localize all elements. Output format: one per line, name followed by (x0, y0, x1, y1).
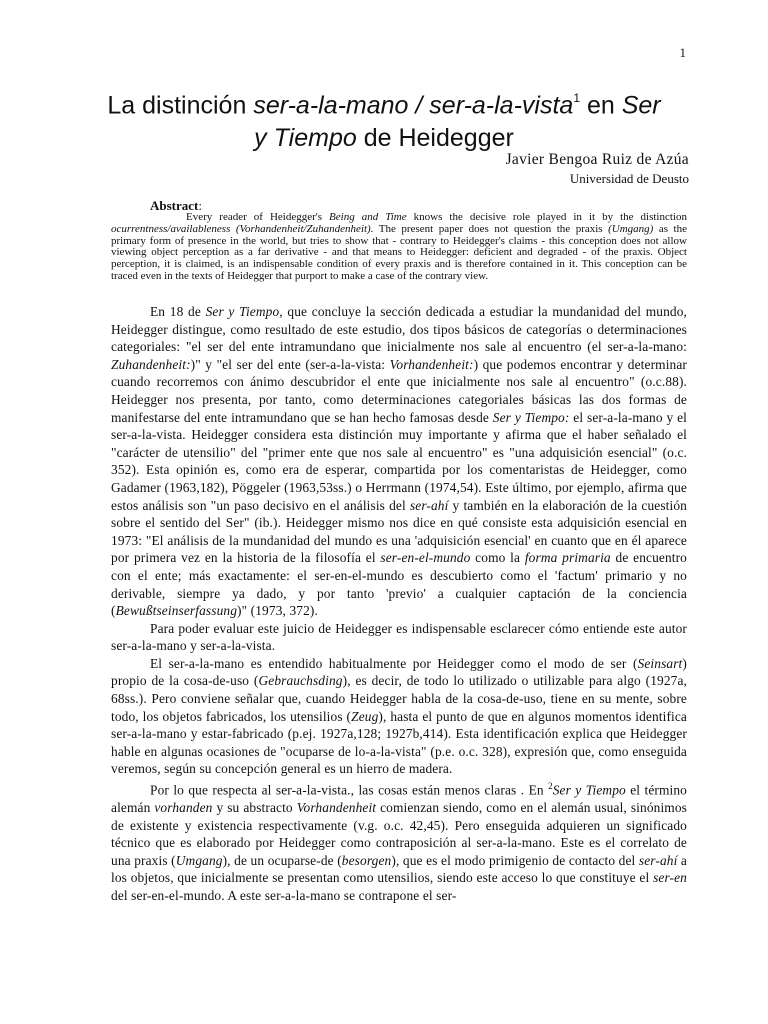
text-fragment: Ser y Tiempo, (205, 304, 283, 319)
text-fragment: ), de un ocuparse-de ( (222, 852, 342, 868)
text-fragment: besorgen (341, 852, 392, 868)
paragraph-3 (111, 655, 687, 778)
title-text: Ser (621, 91, 661, 120)
text-fragment: En 18 de (150, 304, 206, 319)
text-fragment: y también en la elaboración de la cuestión sobre el sentido del Ser" (ib.). Heidegger mismo nos dice en qué consiste esta adquisición esencial en 1973: "El análisis de la mundanidad del mundo es una 'adquisición esencial' en cuanto que en él aparece por primera vez en la historia de la filosofía el (111, 497, 687, 566)
text-fragment: a los objetos, que inicialmente se presentan como utensilios, siendo este acceso lo que constituye el (111, 852, 688, 886)
text-fragment: El ser-a-la-mano es entendido habitualmente por Heidegger como el modo de ser ( (150, 655, 638, 671)
abstract-fragment: ocurrentness/availableness (Vorhandenheit/Zuhandenheit). (111, 222, 374, 235)
footnote-ref[interactable]: 2 (548, 781, 553, 792)
text-fragment: ser-ahí (638, 852, 678, 868)
text-fragment: Seinsart (637, 655, 683, 671)
abstract-text (111, 212, 687, 283)
abstract-fragment: (Umgang) (608, 222, 654, 235)
text-fragment: como la (470, 550, 525, 566)
page-number: 1 (679, 45, 686, 60)
text-fragment: ) propio de la cosa-de-uso ( (111, 655, 687, 689)
text-fragment: Zuhandenheit: (111, 356, 191, 372)
text-fragment: que concluye la sección dedicada a estudiar la mundanidad del mundo, Heidegger distingue, como resultado de este estudio, dos tipos básicos de categorías o determinaciones categoriales: "el ser del ente intramundano que inicialmente nos sale al encuentro (el ser-a-la-mano: (111, 304, 687, 355)
text-fragment: ser-en (653, 870, 687, 886)
text-fragment: Umgang (175, 852, 223, 868)
text-fragment: comienzan siendo, como en el alemán usual, sinónimos de existente y existencia respectivamente (v.g. o.c. 42,45). Pero enseguida adquieren un significado técnico que es elaborado por Heidegger como contraposición al ser-a-la-mano. Este es el correlato de una praxis ( (111, 800, 687, 868)
text-fragment: vorhanden (154, 800, 213, 816)
text-fragment: ), hasta el punto de que en algunos momentos identifica ser-a-la-mano y estar-fabricado (p.ej. 1927a,128; 1927b,414). Esta identificación explica que Heidegger hable en algunas ocasiones de "ocuparse de lo-a-la-vista" (p.e. o.c. 328), expresión que, como enseguida veremos, según su concepción general es un hierro de madera. (111, 708, 687, 777)
text-fragment: ), que es el modo primigenio de contacto del (391, 852, 639, 868)
paragraph-1 (111, 303, 687, 620)
text-fragment: Vorhandenheit: (389, 356, 474, 372)
body-text (111, 303, 687, 905)
text-fragment: Ser y Tiempo (552, 782, 626, 798)
abstract-label: Abstract (150, 198, 199, 213)
title-text: La distinción (107, 91, 254, 120)
text-fragment: forma primaria (524, 550, 611, 566)
title-text: en (580, 91, 622, 120)
text-fragment: ) que podemos encontrar y determinar cuando recorremos con ánimo descubridor el ente que inicialmente nos sale al encuentro" (o.c.88). Heidegger nos presenta, por tanto, como determinaciones categoriales básicas las dos formas de manifestarse del ente intramundano que se han hecho famosas desde (111, 356, 687, 425)
author-affiliation: Universidad de Deusto (569, 171, 689, 186)
text-fragment: Zeug (351, 708, 379, 724)
author-name: Javier Bengoa Ruiz de Azúa (505, 151, 689, 168)
text-fragment: ser-ahí (409, 497, 449, 513)
text-fragment: el término alemán (111, 782, 687, 816)
footnote-ref[interactable]: 1 (573, 91, 581, 105)
text-fragment: y su abstracto (212, 800, 297, 816)
text-fragment: de encuentro con el ente; más exactamente: el ser-en-el-mundo es descubierto como el 'factum' primario y no derivable, siempre ya dado, y por tanto 'previo' a cualquier captación de la conciencia ( (111, 550, 687, 619)
paragraph-2: Para poder evaluar este juicio de Heidegger es indispensable esclarecer cómo entiende este autor ser-a-la-mano y ser-a-la-vista. (111, 620, 687, 654)
text-fragment: Ser y Tiempo: (492, 409, 570, 425)
text-fragment: ), es decir, de todo lo utilizado o utilizable para algo (1927a, 68ss.). Pero conviene señalar que, cuando Heidegger habla de la cosa-de-uso, tiene en su mente, sobre todo, los objetos fabricados, los utensilios ( (111, 673, 688, 724)
text-fragment: Vorhandenheit (296, 800, 377, 816)
text-fragment: )" (1973, 372). (237, 603, 318, 619)
title-text: ser-a-la-mano / ser-a-la-vista (253, 91, 574, 120)
text-fragment: Bewußtseinserfassung (115, 603, 238, 619)
text-fragment: Gebrauchsding (258, 673, 343, 689)
abstract-fragment: Every reader of Heidegger's (186, 211, 330, 223)
text-fragment: )" y "el ser del ente (ser-a-la-vista: (190, 356, 390, 372)
abstract-fragment: The present paper does not question the praxis (373, 222, 609, 235)
abstract-fragment: Being and Time (329, 211, 407, 223)
title-text: y Tiempo (254, 124, 357, 153)
paragraph-4 (111, 778, 687, 905)
abstract-fragment: knows the decisive role played in it by the distinction (406, 211, 687, 223)
paper-title (80, 84, 688, 155)
text-fragment: el ser-a-la-mano y el ser-a-la-vista. Heidegger considera esta distinción muy importante y afirma que el haber señalado el "carácter de utensilio" del "primer ente que nos sale al encuentro" es "una adquisición esencial" (o.c. 352). Esta opinión es, como era de esperar, compartida por los comentaristas de Heidegger, como Gadamer (1963,182), Pöggeler (1963,53ss.) o Herrmann (1974,54). Este último, por ejemplo, afirma que estos análisis son "un paso decisivo en el análisis del (111, 409, 687, 513)
text-fragment: del ser-en-el-mundo. A este ser-a-la-mano se contrapone el ser- (111, 888, 457, 904)
title-text: de Heidegger (356, 124, 514, 153)
abstract-fragment: as the primary form of presence in the world, but tries to show that - contrary to Heidegger's claims - this conception does not allow viewing object perception as a far derivative - and that means to Heidegger: deficient and degraded - of the praxis. Object perception, it is claimed, is an indispensable condition of every praxis and is therefore contained in it. This conception can be traced even in the texts of Heidegger that purport to make a case of the contrary view. (111, 222, 687, 282)
text-fragment: Por lo que respecta al ser-a-la-vista., las cosas están menos claras . En (150, 782, 549, 798)
text-fragment: ser-en-el-mundo (380, 550, 471, 566)
abstract-label-colon: : (198, 198, 203, 213)
